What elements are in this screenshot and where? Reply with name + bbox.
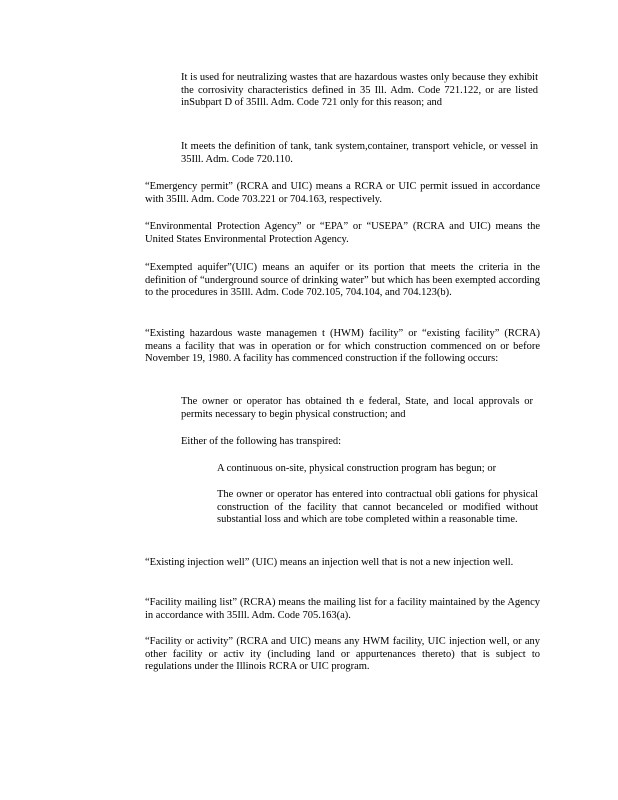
paragraph-continuous: A continuous on-site, physical construction program has begun; or xyxy=(217,463,497,474)
definition-facility-activity: “Facility or activity” (RCRA and UIC) means any HWM facility, UIC injection well, or any other facility or activ ity (including land or appurtenances thereto) that is subject to regulations under the Illinois RCRA or UIC program. xyxy=(145,636,540,673)
definition-existing-injection: “Existing injection well” (UIC) means an injection well that is not a new injection well. xyxy=(145,557,514,568)
paragraph-corrosivity: It is used for neutralizing wastes that are hazardous wastes only because they exhibit the corrosivity characteristics defined in 35 Ill. Adm. Code 721.122, or are listed inSubpart D of 35Ill. Adm. Code 721 only for this reason; and xyxy=(181,72,538,109)
paragraph-approvals: The owner or operator has obtained th e federal, State, and local approvals or permits necessary to begin physical construction; and xyxy=(181,396,533,420)
definition-existing-hwm: “Existing hazardous waste managemen t (HWM) facility” or “existing facility” (RCRA) means a facility that was in operation or for which construction commenced on or before November 19, 1980. A facility has commenced construction if the following occurs: xyxy=(145,328,540,365)
definition-epa: “Environmental Protection Agency” or “EPA” or “USEPA” (RCRA and UIC) means the United States Environmental Protection Agency. xyxy=(145,221,540,245)
paragraph-contractual: The owner or operator has entered into contractual obli gations for physical construction of the facility that cannot becanceled or modified without substantial loss and which are tobe completed within a reasonable time. xyxy=(217,489,538,526)
paragraph-either: Either of the following has transpired: xyxy=(181,436,342,447)
definition-emergency-permit: “Emergency permit” (RCRA and UIC) means a RCRA or UIC permit issued in accordance with 35Ill. Adm. Code 703.221 or 704.163, respectively. xyxy=(145,181,540,205)
paragraph-tank-definition: It meets the definition of tank, tank system,container, transport vehicle, or vessel in 35Ill. Adm. Code 720.110. xyxy=(181,141,538,165)
definition-exempted-aquifer: “Exempted aquifer”(UIC) means an aquifer or its portion that meets the criteria in the definition of “underground source of drinking water” but which has been exempted according to the procedures in 35Ill. Adm. Code 702.105, 704.104, and 704.123(b). xyxy=(145,262,540,299)
definition-facility-mailing: “Facility mailing list” (RCRA) means the mailing list for a facility maintained by the Agency in accordance with 35Ill. Adm. Code 705.163(a). xyxy=(145,597,540,621)
